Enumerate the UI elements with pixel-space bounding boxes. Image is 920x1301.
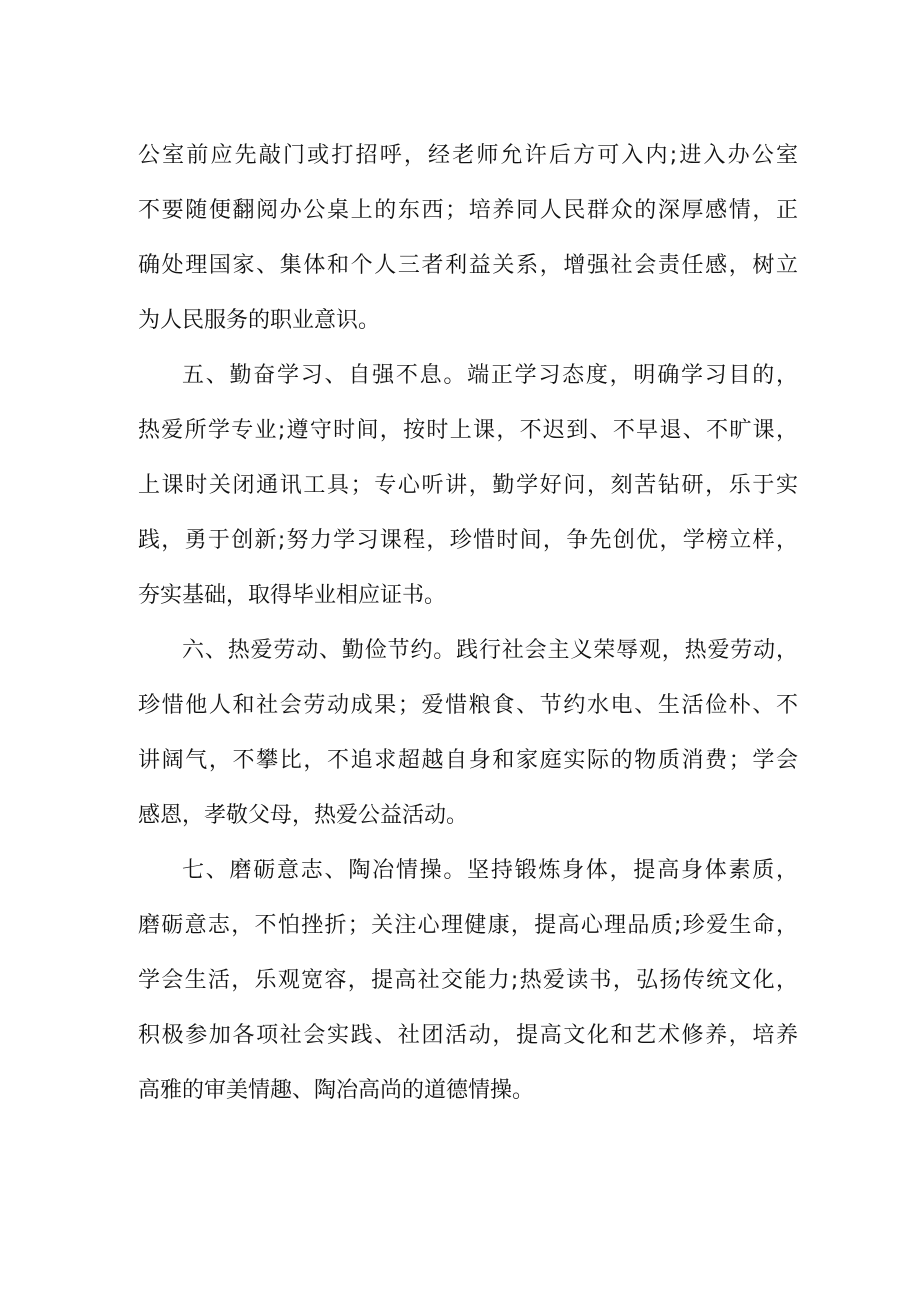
text-line: 高雅的审美情趣、陶冶高尚的道德情操。	[138, 1078, 535, 1103]
paragraph-section-six	[138, 623, 798, 843]
document-body	[138, 128, 798, 1118]
text-line: 讲阔气，不攀比，不追求超越自身和家庭实际的物质消费；学会	[138, 748, 798, 773]
text-line: 上课时关闭通讯工具；专心听讲，勤学好问，刻苦钻研，乐于实	[138, 473, 798, 498]
paragraph-conduct-continuation	[138, 128, 798, 348]
text-line: 不要随便翻阅办公桌上的东西；培养同人民群众的深厚感情，正	[138, 198, 798, 223]
text-line: 磨砺意志，不怕挫折；关注心理健康，提高心理品质;珍爱生命，	[138, 913, 798, 938]
text-line: 五、勤奋学习、自强不息。端正学习态度，明确学习目的，	[182, 363, 798, 388]
paragraph-section-seven	[138, 843, 798, 1118]
text-line: 夯实基础，取得毕业相应证书。	[138, 583, 447, 608]
text-line: 七、磨砺意志、陶冶情操。坚持锻炼身体，提高身体素质，	[182, 858, 798, 883]
text-line: 为人民服务的职业意识。	[138, 308, 381, 333]
text-line: 践，勇于创新;努力学习课程，珍惜时间，争先创优，学榜立样，	[138, 528, 798, 553]
paragraph-section-five	[138, 348, 798, 623]
text-line: 确处理国家、集体和个人三者利益关系，增强社会责任感，树立	[138, 253, 798, 278]
text-line: 学会生活，乐观宽容，提高社交能力;热爱读书，弘扬传统文化，	[138, 968, 798, 993]
text-line: 公室前应先敲门或打招呼，经老师允许后方可入内;进入办公室	[138, 143, 798, 168]
text-line: 六、热爱劳动、勤俭节约。践行社会主义荣辱观，热爱劳动，	[182, 638, 798, 663]
text-line: 珍惜他人和社会劳动成果；爱惜粮食、节约水电、生活俭朴、不	[138, 693, 798, 718]
text-line: 感恩，孝敬父母，热爱公益活动。	[138, 803, 469, 828]
text-line: 热爱所学专业;遵守时间，按时上课，不迟到、不早退、不旷课，	[138, 418, 798, 443]
text-line: 积极参加各项社会实践、社团活动，提高文化和艺术修养，培养	[138, 1023, 798, 1048]
